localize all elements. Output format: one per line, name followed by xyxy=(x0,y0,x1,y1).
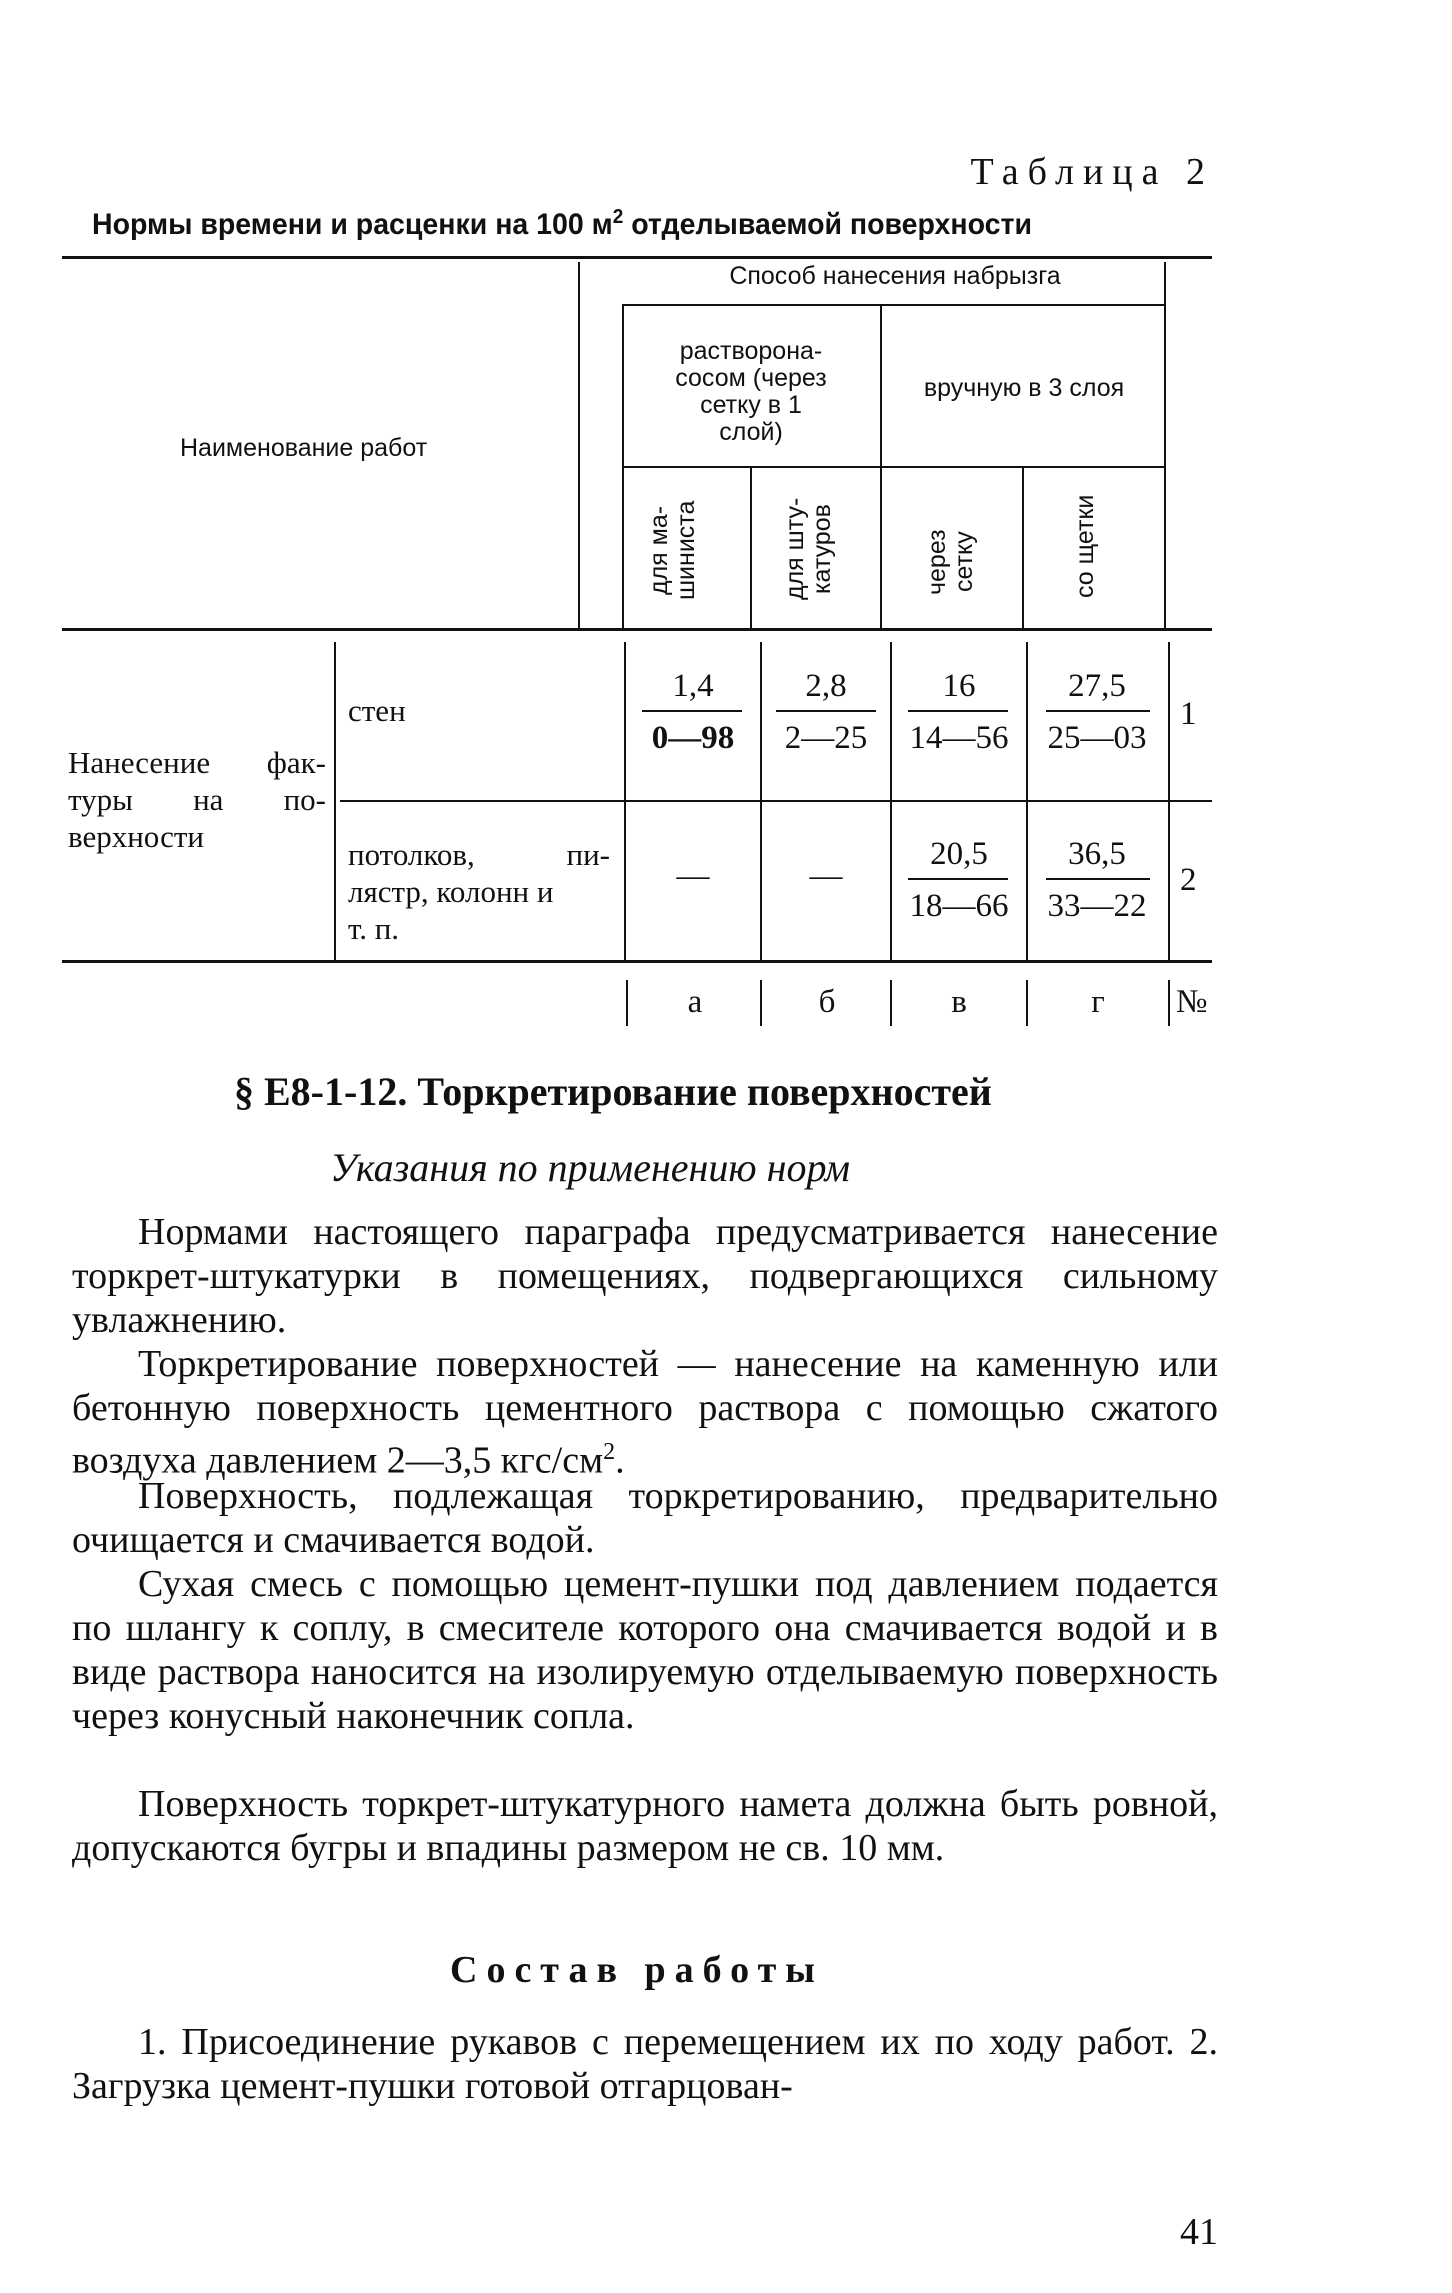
r2-b-dash: — xyxy=(809,858,843,894)
number-sign: № xyxy=(1176,984,1208,1020)
r1-d-norm: 27,5 xyxy=(1068,668,1126,704)
r1-b-price: 2—25 xyxy=(784,720,868,756)
table-label: Таблица 2 xyxy=(970,151,1214,193)
table-top-rule xyxy=(62,256,1212,259)
row-2-label: потолков, пи- лястр, колонн и т. п. xyxy=(348,837,610,946)
page-number: 41 xyxy=(1180,2211,1218,2253)
column-letter-v: в xyxy=(951,984,967,1020)
column-letter-a: а xyxy=(687,984,703,1020)
row-divider xyxy=(340,800,1212,802)
letter-tick-5 xyxy=(1168,980,1170,1026)
r2-c-norm: 20,5 xyxy=(930,836,988,872)
paragraph-2: Торкретирование поверхностей — нанесение на каменную или бетонную поверхность цементного раствора с помощью сжатого воздуха давлением 2—3,5 кгс/$см^2$. xyxy=(72,1343,1218,1482)
subheader-line-2 xyxy=(1022,468,1024,628)
r1-a-bar xyxy=(642,710,742,712)
letter-tick-4 xyxy=(1026,980,1028,1026)
row-1-label: стен xyxy=(348,693,406,728)
r1-a-price: 0—98 xyxy=(651,720,735,756)
paragraph-5: Поверхность торкрет-штукатурного намета должна быть ровной, допускаются бугры и впадины размером не св. 10 мм. xyxy=(72,1783,1218,1869)
composition-text: 1. Присоединение рукавов с перемещением их по ходу работ. 2. Загрузка цемент-пушки готовой отгарцован- xyxy=(72,2021,1218,2107)
r2-c-price: 18—66 xyxy=(909,888,1009,924)
letter-tick-2 xyxy=(760,980,762,1026)
pump-header: растворона- сосом (через сетку в 1 слой) xyxy=(675,337,827,446)
section-subtitle: Указания по применению норм xyxy=(330,1145,850,1190)
r2-d-bar xyxy=(1046,878,1150,880)
work-name-header: Наименование работ xyxy=(180,434,428,462)
r1-b-bar xyxy=(776,710,876,712)
subheader-rule xyxy=(622,466,1164,468)
r1-c-price: 14—56 xyxy=(909,720,1009,756)
manual-header: вручную в 3 слоя xyxy=(923,374,1125,402)
method-rule xyxy=(622,304,1164,306)
header-bottom-rule xyxy=(62,628,1212,631)
r1-d-price: 25—03 xyxy=(1047,720,1147,756)
letter-tick-1 xyxy=(626,980,628,1026)
table-bottom-rule xyxy=(62,960,1212,963)
header-for-operator: для ма- шиниста xyxy=(645,500,700,600)
r1-a-norm: 1,4 xyxy=(672,668,714,704)
subheader-line-1 xyxy=(750,468,752,628)
method-header: Способ нанесения набрызга xyxy=(729,262,1061,290)
header-divider-left xyxy=(578,262,580,628)
r2-a-dash: — xyxy=(676,858,710,894)
composition-title: Состав работы xyxy=(450,1949,824,1991)
body-divider-1 xyxy=(334,642,336,960)
row-group-label: Нанесение фак- туры на по- верхности xyxy=(68,745,326,854)
r1-c-bar xyxy=(908,710,1008,712)
r1-b-norm: 2,8 xyxy=(805,668,847,704)
paragraph-1: Нормами настоящего параграфа предусматривается нанесение торкрет-штукатурки в помещениях, подвергающихся сильному увлажнению. xyxy=(72,1211,1218,1341)
r1-number: 1 xyxy=(1180,696,1197,732)
table-title: Нормы времени и расценки на 100 $м^2$ отделываемой поверхности xyxy=(92,206,1032,241)
letter-tick-3 xyxy=(890,980,892,1026)
r1-c-norm: 16 xyxy=(942,668,976,704)
header-with-brush: со щетки xyxy=(1071,494,1099,598)
header-through-mesh: через сетку xyxy=(923,529,978,595)
r2-d-price: 33—22 xyxy=(1047,888,1147,924)
r2-d-norm: 36,5 xyxy=(1068,836,1126,872)
r2-number: 2 xyxy=(1180,862,1197,898)
header-for-plasterers: для шту- катуров xyxy=(781,497,836,601)
r1-d-bar xyxy=(1046,710,1150,712)
r2-c-bar xyxy=(908,878,1008,880)
header-divider-right xyxy=(1164,262,1166,628)
column-letter-b: б xyxy=(818,984,836,1020)
paragraph-3: Поверхность, подлежащая торкретированию, предварительно очищается и смачивается водой. xyxy=(72,1475,1218,1561)
paragraph-4: Сухая смесь с помощью цемент-пушки под давлением подается по шлангу к соплу, в смесителе которого она смачивается водой и в виде раствора наносится на изолируемую отделываемую поверхность через конусный наконечник сопла. xyxy=(72,1563,1218,1737)
section-title: § Е8-1-12. Торкретирование поверхностей xyxy=(234,1069,992,1114)
column-letter-g: г xyxy=(1091,984,1105,1020)
